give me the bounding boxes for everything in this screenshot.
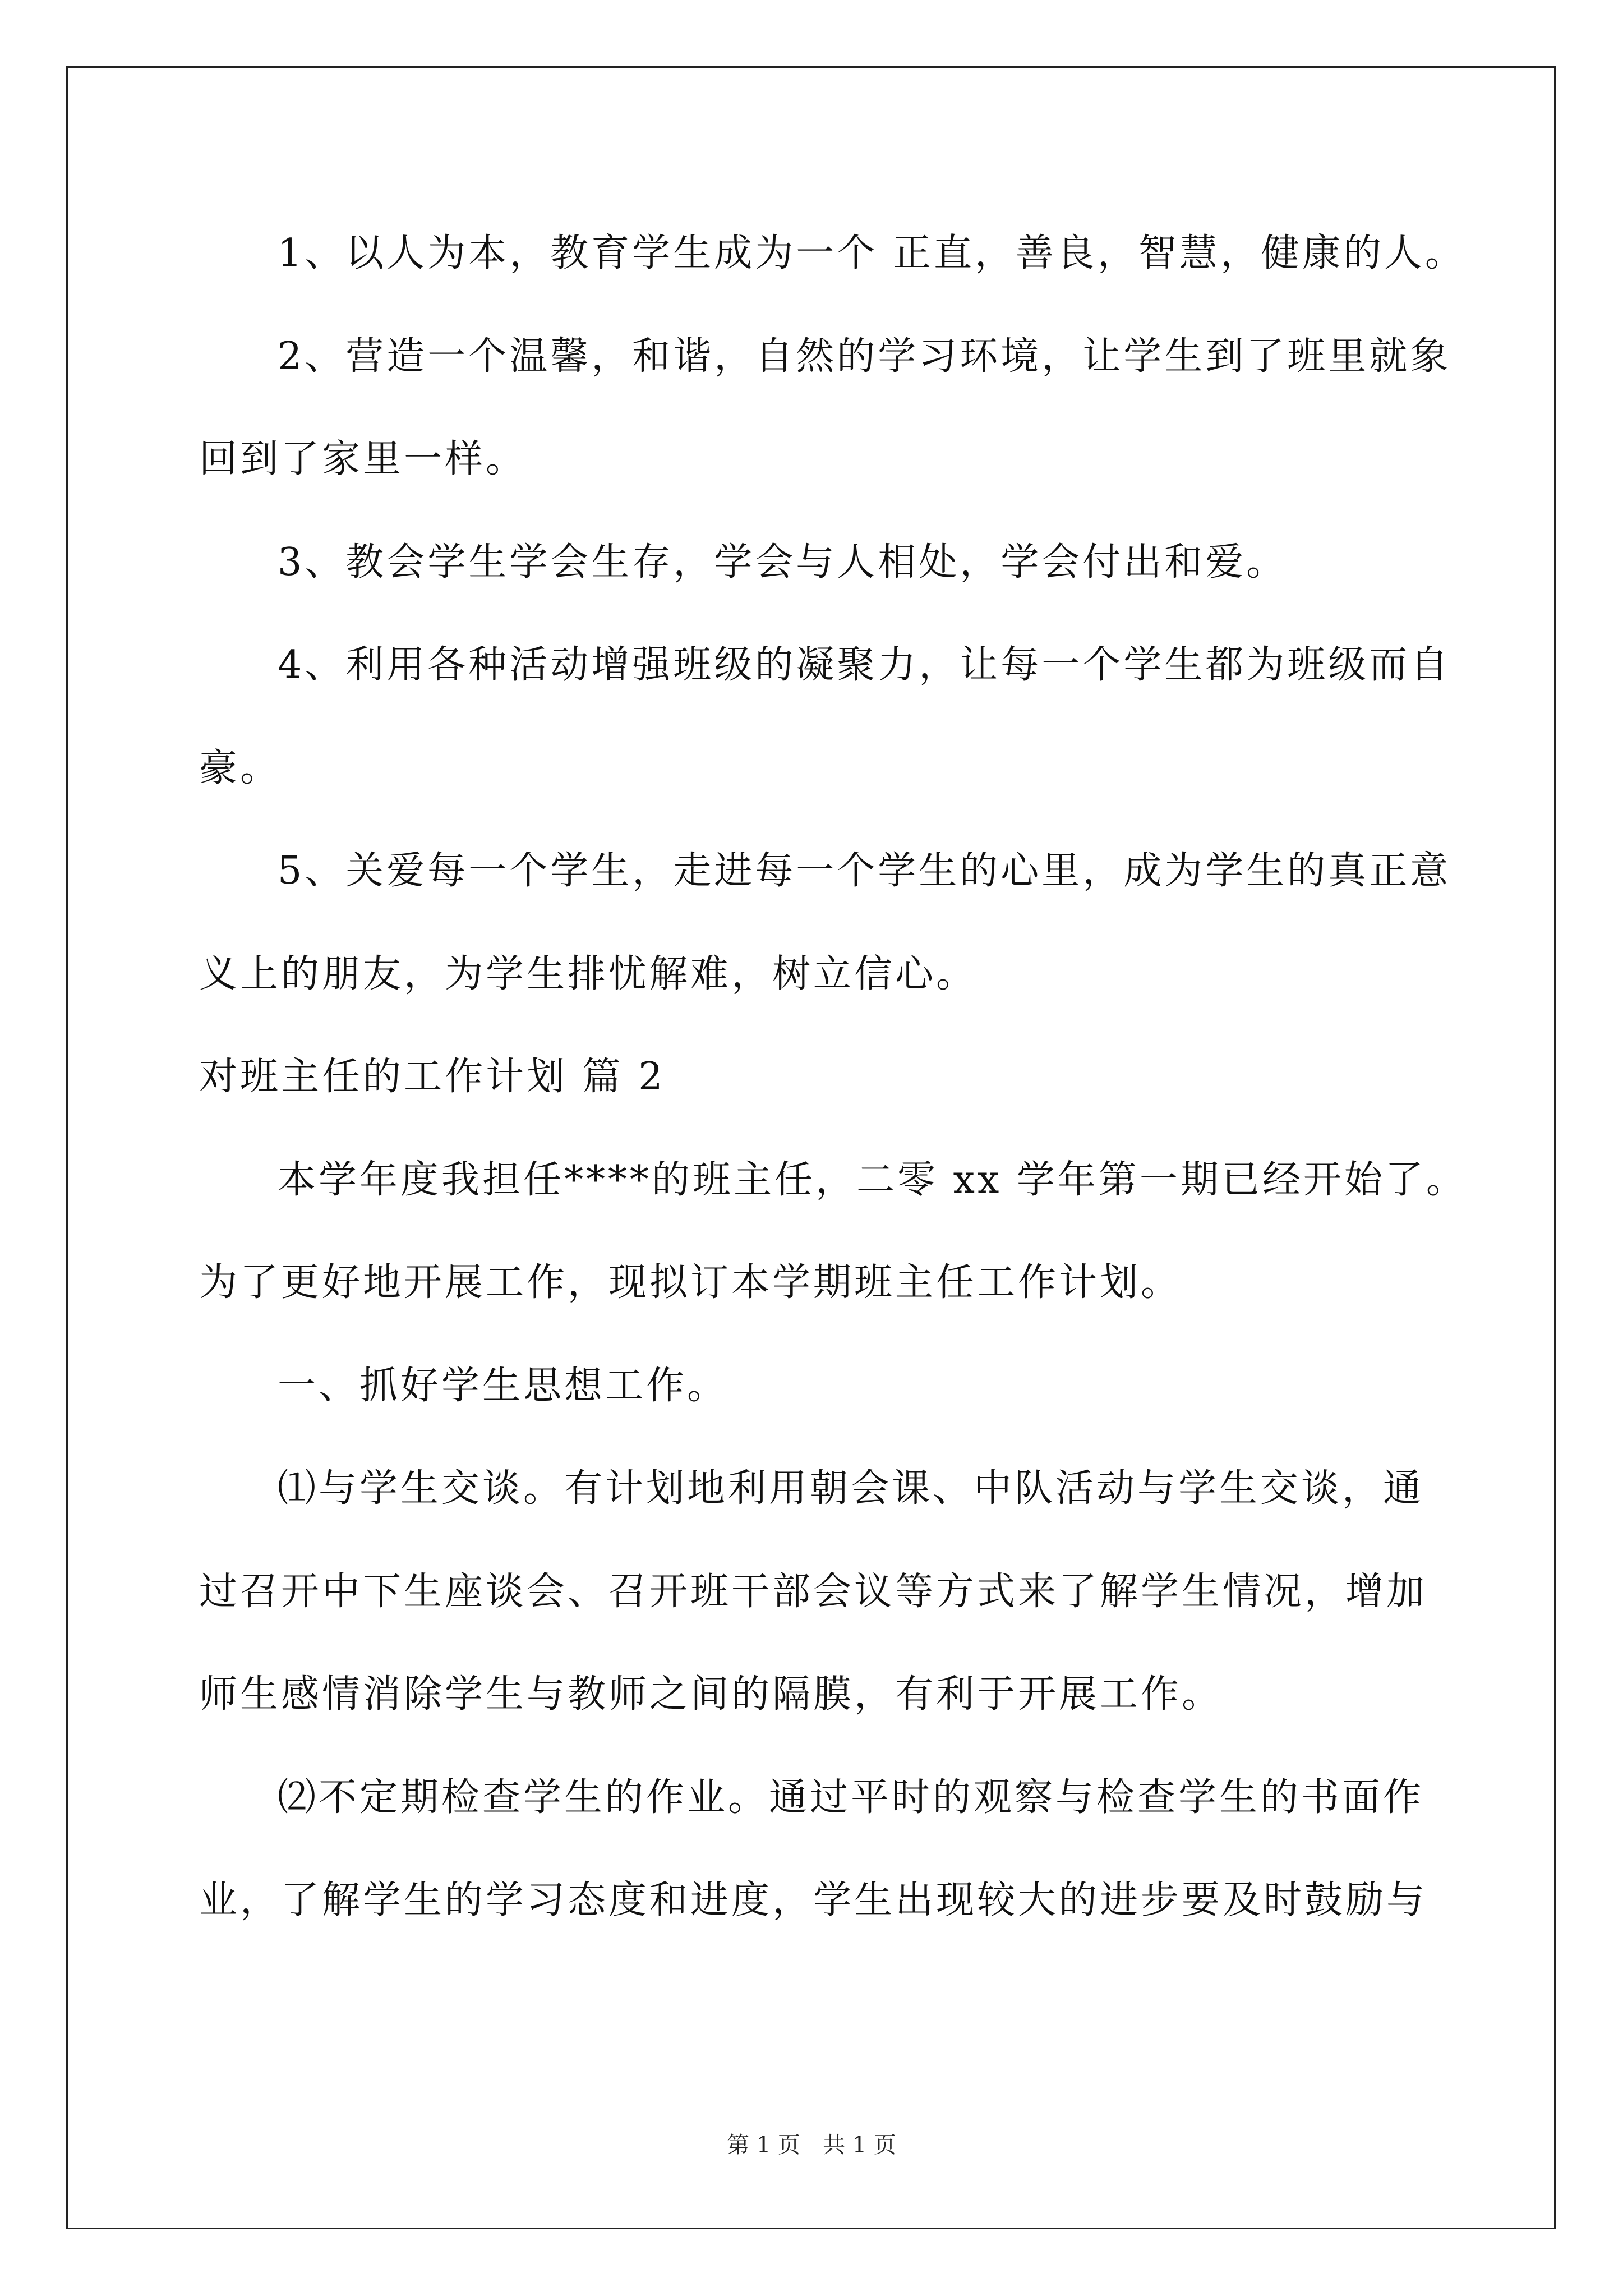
- paragraph-line: ⑵不定期检查学生的作业。通过平时的观察与检查学生的书面作: [278, 1775, 1424, 1820]
- paragraph-line: 一、抓好学生思想工作。: [278, 1364, 728, 1408]
- paragraph-line: 豪。: [199, 746, 282, 790]
- section-heading: 对班主任的工作计划 篇 2: [199, 1055, 666, 1099]
- page-footer: 第 1 页 共 1 页: [727, 2132, 896, 2158]
- paragraph-line: 本学年度我担任****的班主任，二零 xx 学年第一期已经开始了。: [278, 1158, 1467, 1202]
- paragraph-line: 1、以人为本，教育学生成为一个 正直，善良，智慧，健康的人。: [278, 231, 1466, 275]
- paragraph-line: 过召开中下生座谈会、召开班干部会议等方式来了解学生情况，增加: [199, 1570, 1428, 1614]
- paragraph-line: 为了更好地开展工作，现拟订本学期班主任工作计划。: [199, 1260, 1182, 1305]
- paragraph-line: 回到了家里一样。: [199, 437, 527, 481]
- paragraph-line: 3、教会学生学会生存，学会与人相处，学会付出和爱。: [278, 540, 1288, 585]
- paragraph-line: ⑴与学生交谈。有计划地利用朝会课、中队活动与学生交谈，通: [278, 1466, 1424, 1511]
- paragraph-line: 师生感情消除学生与教师之间的隔膜，有利于开展工作。: [199, 1672, 1223, 1717]
- paragraph-line: 业，了解学生的学习态度和进度，学生出现较大的进步要及时鼓励与: [199, 1878, 1428, 1922]
- paragraph-line: 义上的朋友，为学生排忧解难，树立信心。: [199, 952, 978, 996]
- paragraph-line: 2、营造一个温馨，和谐，自然的学习环境，让学生到了班里就象: [278, 334, 1451, 379]
- paragraph-line: 4、利用各种活动增强班级的凝聚力，让每一个学生都为班级而自: [278, 643, 1451, 687]
- paragraph-line: 5、关爱每一个学生，走进每一个学生的心里，成为学生的真正意: [278, 849, 1451, 893]
